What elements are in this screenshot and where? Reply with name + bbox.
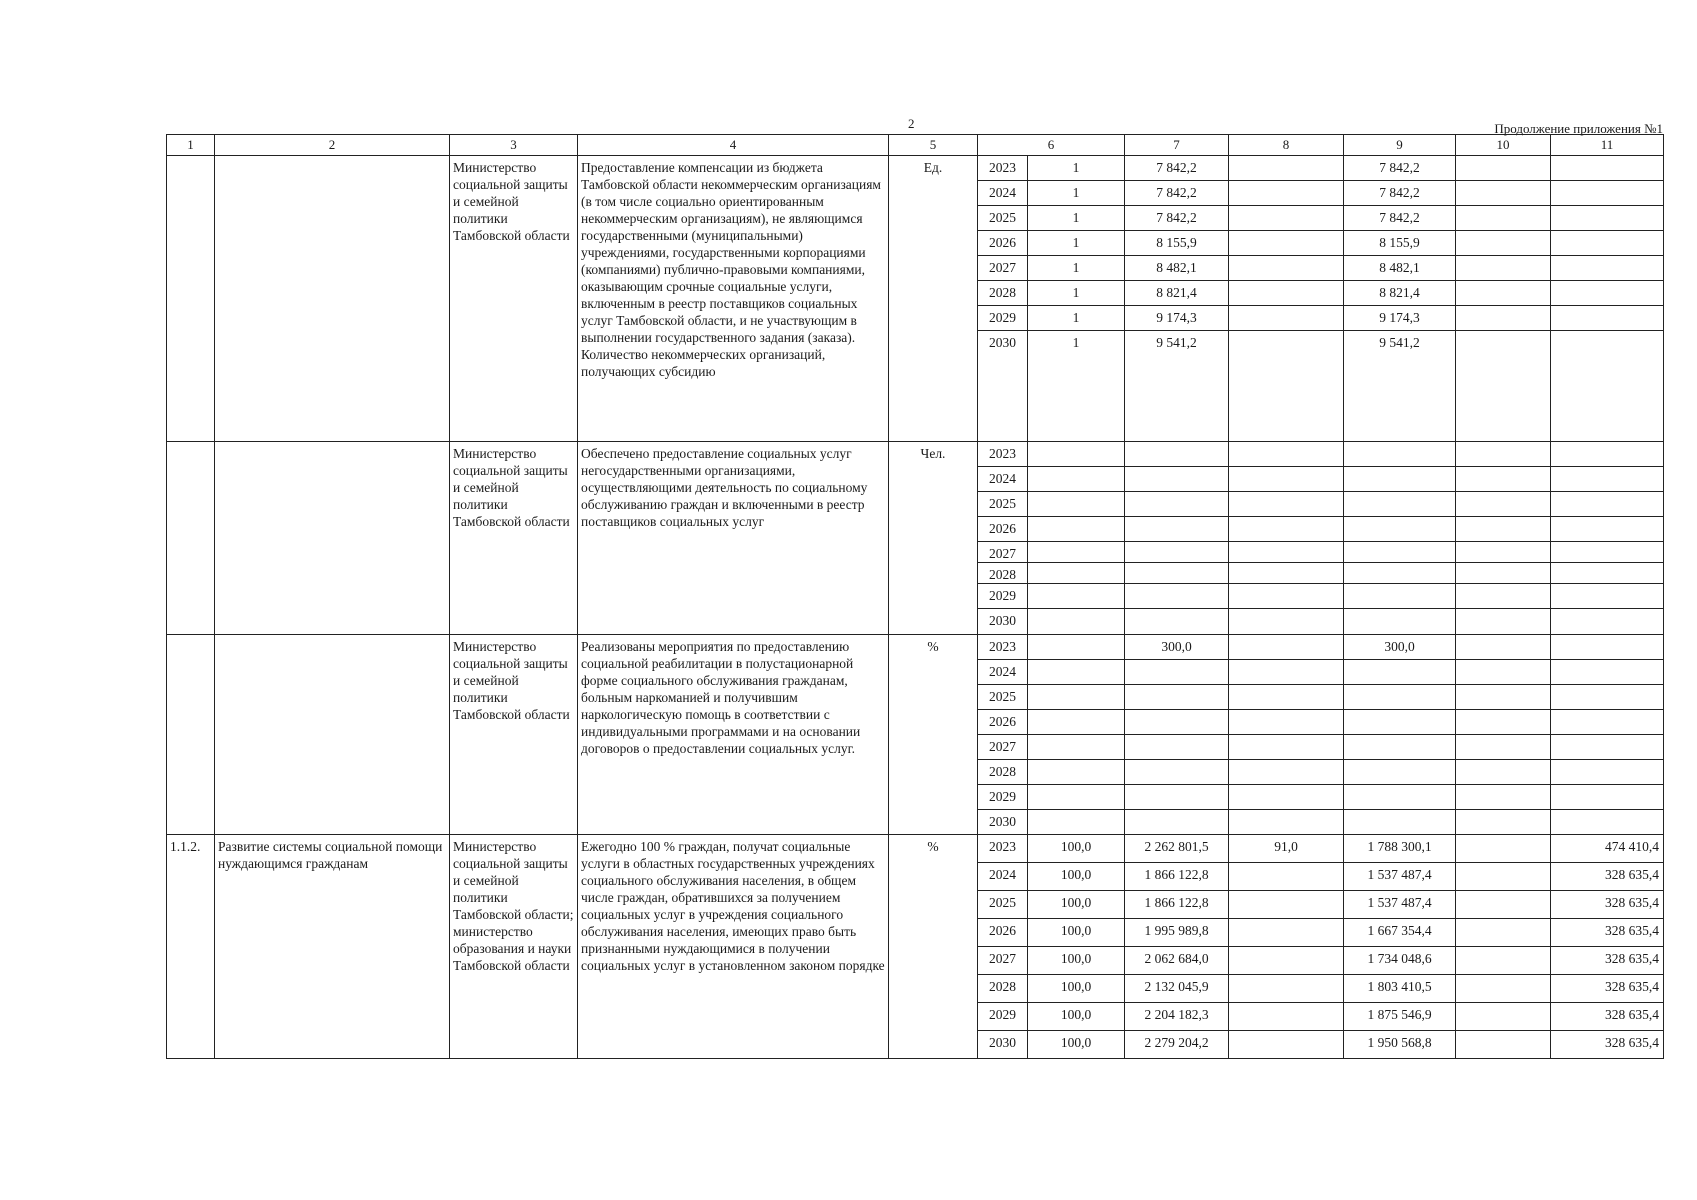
value-federal xyxy=(1229,206,1344,231)
value-regional xyxy=(1344,584,1456,609)
value-indicator xyxy=(1028,563,1125,584)
value-extra xyxy=(1551,785,1664,810)
value-local xyxy=(1456,919,1551,947)
value-federal xyxy=(1229,492,1344,517)
value-total: 9 541,2 xyxy=(1125,331,1229,442)
value-indicator: 100,0 xyxy=(1028,1003,1125,1031)
value-extra: 328 635,4 xyxy=(1551,1003,1664,1031)
value-local xyxy=(1456,442,1551,467)
value-regional xyxy=(1344,760,1456,785)
value-total xyxy=(1125,563,1229,584)
year-cell: 2023 xyxy=(978,635,1028,660)
value-local xyxy=(1456,492,1551,517)
column-header: 11 xyxy=(1551,135,1664,156)
value-regional xyxy=(1344,710,1456,735)
value-local xyxy=(1456,1031,1551,1059)
value-federal xyxy=(1229,863,1344,891)
value-indicator: 1 xyxy=(1028,156,1125,181)
value-total xyxy=(1125,785,1229,810)
value-extra xyxy=(1551,331,1664,442)
value-extra: 328 635,4 xyxy=(1551,919,1664,947)
value-local xyxy=(1456,542,1551,563)
year-cell: 2025 xyxy=(978,206,1028,231)
value-extra xyxy=(1551,735,1664,760)
executor-cell: Министерство социальной защиты и семейной политики Тамбовской области xyxy=(450,635,578,835)
indicator-cell: Ежегодно 100 % граждан, получат социальные услуги в областных государственных учреждениях социального обслуживания населения, в общем числе граждан, обратившихся за получением социальных услуг в учреждения социального обслуживания населения, имеющих право быть признанными нуждающимися в получении социальных услуг в установленном законом порядке xyxy=(578,835,889,1059)
year-cell: 2029 xyxy=(978,306,1028,331)
column-header: 8 xyxy=(1229,135,1344,156)
value-regional xyxy=(1344,467,1456,492)
value-total: 1 995 989,8 xyxy=(1125,919,1229,947)
value-regional: 8 482,1 xyxy=(1344,256,1456,281)
value-local xyxy=(1456,231,1551,256)
value-federal xyxy=(1229,306,1344,331)
value-local xyxy=(1456,181,1551,206)
value-regional: 300,0 xyxy=(1344,635,1456,660)
value-total xyxy=(1125,685,1229,710)
value-regional xyxy=(1344,442,1456,467)
value-local xyxy=(1456,735,1551,760)
value-regional: 1 667 354,4 xyxy=(1344,919,1456,947)
program-table xyxy=(166,134,1664,1059)
unit-cell: Чел. xyxy=(889,442,978,635)
value-federal xyxy=(1229,156,1344,181)
value-indicator xyxy=(1028,660,1125,685)
value-federal xyxy=(1229,563,1344,584)
value-regional: 7 842,2 xyxy=(1344,156,1456,181)
value-indicator: 1 xyxy=(1028,331,1125,442)
value-indicator: 100,0 xyxy=(1028,919,1125,947)
value-federal xyxy=(1229,785,1344,810)
value-federal xyxy=(1229,1003,1344,1031)
executor-cell: Министерство социальной защиты и семейной политики Тамбовской области; министерство образования и науки Тамбовской области xyxy=(450,835,578,1059)
value-extra xyxy=(1551,442,1664,467)
value-total xyxy=(1125,810,1229,835)
value-federal xyxy=(1229,467,1344,492)
value-local xyxy=(1456,517,1551,542)
value-indicator xyxy=(1028,810,1125,835)
indicator-cell: Предоставление компенсации из бюджета Тамбовской области некоммерческим организациям (в том числе социально ориентированным некоммерческим организациям), не являющимся государственными (муниципальными) учреждениями, государственными корпорациями (компаниями) публично-правовыми компаниями, оказывающим срочные социальные услуги, включенным в реестр поставщиков социальных услуг Тамбовской области, и не участвующим в выполнении государственного задания (заказа). Количество некоммерческих организаций, получающих субсидию xyxy=(578,156,889,442)
table-body xyxy=(167,156,1664,1059)
value-extra xyxy=(1551,542,1664,563)
value-regional: 9 174,3 xyxy=(1344,306,1456,331)
value-total xyxy=(1125,710,1229,735)
item-name-cell xyxy=(215,442,450,635)
value-indicator xyxy=(1028,735,1125,760)
value-extra xyxy=(1551,517,1664,542)
page-number: 2 xyxy=(908,116,915,131)
value-regional: 8 821,4 xyxy=(1344,281,1456,306)
value-regional xyxy=(1344,542,1456,563)
year-cell: 2023 xyxy=(978,156,1028,181)
value-regional xyxy=(1344,785,1456,810)
value-extra xyxy=(1551,492,1664,517)
value-regional xyxy=(1344,810,1456,835)
value-regional: 1 734 048,6 xyxy=(1344,947,1456,975)
value-local xyxy=(1456,660,1551,685)
value-total: 2 279 204,2 xyxy=(1125,1031,1229,1059)
value-total: 7 842,2 xyxy=(1125,156,1229,181)
year-cell: 2023 xyxy=(978,835,1028,863)
value-total: 9 174,3 xyxy=(1125,306,1229,331)
value-federal xyxy=(1229,891,1344,919)
value-extra xyxy=(1551,609,1664,635)
value-indicator: 1 xyxy=(1028,306,1125,331)
value-total xyxy=(1125,517,1229,542)
indicator-cell: Реализованы мероприятия по предоставлению социальной реабилитации в полустационарной форме социального обслуживания гражданам, больным наркоманией и получившим наркологическую помощь в соответствии с индивидуальными программами и на основании договоров о предоставлении социальных услуг. xyxy=(578,635,889,835)
value-extra xyxy=(1551,181,1664,206)
executor-cell: Министерство социальной защиты и семейной политики Тамбовской области xyxy=(450,442,578,635)
value-regional xyxy=(1344,660,1456,685)
value-indicator xyxy=(1028,685,1125,710)
value-federal xyxy=(1229,760,1344,785)
value-local xyxy=(1456,760,1551,785)
value-extra xyxy=(1551,156,1664,181)
value-indicator: 100,0 xyxy=(1028,1031,1125,1059)
column-header: 6 xyxy=(978,135,1125,156)
value-federal xyxy=(1229,975,1344,1003)
value-local xyxy=(1456,863,1551,891)
value-total xyxy=(1125,492,1229,517)
item-code-cell xyxy=(167,635,215,835)
value-total xyxy=(1125,542,1229,563)
value-total: 2 204 182,3 xyxy=(1125,1003,1229,1031)
value-extra: 328 635,4 xyxy=(1551,975,1664,1003)
year-cell: 2026 xyxy=(978,517,1028,542)
value-total: 2 132 045,9 xyxy=(1125,975,1229,1003)
value-indicator: 100,0 xyxy=(1028,835,1125,863)
unit-cell: % xyxy=(889,835,978,1059)
value-indicator: 1 xyxy=(1028,256,1125,281)
value-local xyxy=(1456,206,1551,231)
item-name-cell: Развитие системы социальной помощи нуждающимся гражданам xyxy=(215,835,450,1059)
value-federal xyxy=(1229,660,1344,685)
value-federal xyxy=(1229,331,1344,442)
value-regional: 1 788 300,1 xyxy=(1344,835,1456,863)
value-federal xyxy=(1229,281,1344,306)
value-regional: 1 950 568,8 xyxy=(1344,1031,1456,1059)
value-regional: 8 155,9 xyxy=(1344,231,1456,256)
value-indicator xyxy=(1028,467,1125,492)
year-cell: 2030 xyxy=(978,331,1028,442)
year-cell: 2027 xyxy=(978,256,1028,281)
value-federal xyxy=(1229,542,1344,563)
value-total xyxy=(1125,760,1229,785)
year-cell: 2024 xyxy=(978,467,1028,492)
value-federal xyxy=(1229,609,1344,635)
value-extra xyxy=(1551,660,1664,685)
value-federal xyxy=(1229,517,1344,542)
value-indicator xyxy=(1028,635,1125,660)
value-local xyxy=(1456,1003,1551,1031)
year-cell: 2024 xyxy=(978,863,1028,891)
year-cell: 2026 xyxy=(978,710,1028,735)
year-cell: 2024 xyxy=(978,660,1028,685)
value-indicator xyxy=(1028,584,1125,609)
unit-cell: Ед. xyxy=(889,156,978,442)
value-indicator xyxy=(1028,785,1125,810)
value-regional xyxy=(1344,685,1456,710)
value-regional xyxy=(1344,563,1456,584)
value-extra xyxy=(1551,467,1664,492)
value-total: 300,0 xyxy=(1125,635,1229,660)
value-extra: 474 410,4 xyxy=(1551,835,1664,863)
value-federal xyxy=(1229,1031,1344,1059)
year-cell: 2025 xyxy=(978,492,1028,517)
value-regional: 7 842,2 xyxy=(1344,181,1456,206)
year-cell: 2028 xyxy=(978,563,1028,584)
value-federal: 91,0 xyxy=(1229,835,1344,863)
value-local xyxy=(1456,467,1551,492)
column-header: 4 xyxy=(578,135,889,156)
column-header: 2 xyxy=(215,135,450,156)
value-extra xyxy=(1551,635,1664,660)
year-cell: 2029 xyxy=(978,1003,1028,1031)
value-federal xyxy=(1229,181,1344,206)
year-cell: 2030 xyxy=(978,1031,1028,1059)
year-cell: 2027 xyxy=(978,947,1028,975)
value-local xyxy=(1456,563,1551,584)
value-extra: 328 635,4 xyxy=(1551,1031,1664,1059)
value-total xyxy=(1125,660,1229,685)
value-indicator: 1 xyxy=(1028,206,1125,231)
value-extra xyxy=(1551,685,1664,710)
value-indicator: 100,0 xyxy=(1028,891,1125,919)
value-total: 1 866 122,8 xyxy=(1125,863,1229,891)
value-total xyxy=(1125,467,1229,492)
value-federal xyxy=(1229,685,1344,710)
value-indicator xyxy=(1028,442,1125,467)
value-federal xyxy=(1229,710,1344,735)
value-federal xyxy=(1229,947,1344,975)
value-federal xyxy=(1229,735,1344,760)
value-local xyxy=(1456,835,1551,863)
table-row xyxy=(167,835,1664,863)
value-total xyxy=(1125,442,1229,467)
value-extra xyxy=(1551,760,1664,785)
value-regional xyxy=(1344,517,1456,542)
value-local xyxy=(1456,331,1551,442)
value-indicator: 100,0 xyxy=(1028,975,1125,1003)
year-cell: 2023 xyxy=(978,442,1028,467)
value-total xyxy=(1125,584,1229,609)
executor-cell: Министерство социальной защиты и семейной политики Тамбовской области xyxy=(450,156,578,442)
value-local xyxy=(1456,710,1551,735)
value-federal xyxy=(1229,256,1344,281)
value-local xyxy=(1456,947,1551,975)
value-extra xyxy=(1551,281,1664,306)
value-federal xyxy=(1229,635,1344,660)
year-cell: 2028 xyxy=(978,975,1028,1003)
year-cell: 2025 xyxy=(978,685,1028,710)
column-number-row xyxy=(167,135,1664,156)
value-federal xyxy=(1229,442,1344,467)
value-total: 2 262 801,5 xyxy=(1125,835,1229,863)
value-total xyxy=(1125,735,1229,760)
value-extra: 328 635,4 xyxy=(1551,891,1664,919)
value-indicator xyxy=(1028,542,1125,563)
value-indicator: 1 xyxy=(1028,231,1125,256)
value-regional: 1 537 487,4 xyxy=(1344,891,1456,919)
value-regional xyxy=(1344,735,1456,760)
value-regional: 9 541,2 xyxy=(1344,331,1456,442)
value-local xyxy=(1456,256,1551,281)
value-extra xyxy=(1551,710,1664,735)
column-header: 7 xyxy=(1125,135,1229,156)
column-header: 10 xyxy=(1456,135,1551,156)
year-cell: 2024 xyxy=(978,181,1028,206)
value-extra xyxy=(1551,810,1664,835)
value-local xyxy=(1456,891,1551,919)
value-extra xyxy=(1551,256,1664,281)
value-local xyxy=(1456,685,1551,710)
year-cell: 2028 xyxy=(978,760,1028,785)
table-row xyxy=(167,635,1664,660)
value-extra xyxy=(1551,584,1664,609)
value-indicator xyxy=(1028,710,1125,735)
value-total: 8 482,1 xyxy=(1125,256,1229,281)
value-federal xyxy=(1229,231,1344,256)
column-header: 9 xyxy=(1344,135,1456,156)
value-regional xyxy=(1344,492,1456,517)
year-cell: 2027 xyxy=(978,735,1028,760)
value-total: 8 821,4 xyxy=(1125,281,1229,306)
value-indicator: 1 xyxy=(1028,281,1125,306)
year-cell: 2029 xyxy=(978,785,1028,810)
year-cell: 2026 xyxy=(978,919,1028,947)
value-regional: 7 842,2 xyxy=(1344,206,1456,231)
value-extra: 328 635,4 xyxy=(1551,863,1664,891)
indicator-cell: Обеспечено предоставление социальных услуг негосударственными организациями, осуществляющими деятельность по социальному обслуживанию граждан и включенными в реестр поставщиков социальных услуг xyxy=(578,442,889,635)
year-cell: 2030 xyxy=(978,810,1028,835)
year-cell: 2025 xyxy=(978,891,1028,919)
value-local xyxy=(1456,306,1551,331)
value-indicator: 100,0 xyxy=(1028,947,1125,975)
value-regional: 1 803 410,5 xyxy=(1344,975,1456,1003)
column-header: 5 xyxy=(889,135,978,156)
value-extra xyxy=(1551,306,1664,331)
item-name-cell xyxy=(215,156,450,442)
year-cell: 2029 xyxy=(978,584,1028,609)
value-extra xyxy=(1551,231,1664,256)
value-federal xyxy=(1229,919,1344,947)
year-cell: 2028 xyxy=(978,281,1028,306)
value-indicator xyxy=(1028,760,1125,785)
value-local xyxy=(1456,635,1551,660)
value-total: 1 866 122,8 xyxy=(1125,891,1229,919)
unit-cell: % xyxy=(889,635,978,835)
column-header: 1 xyxy=(167,135,215,156)
value-federal xyxy=(1229,584,1344,609)
value-indicator xyxy=(1028,609,1125,635)
value-local xyxy=(1456,609,1551,635)
value-local xyxy=(1456,785,1551,810)
value-total: 7 842,2 xyxy=(1125,206,1229,231)
value-local xyxy=(1456,156,1551,181)
value-regional xyxy=(1344,609,1456,635)
value-local xyxy=(1456,810,1551,835)
item-code-cell xyxy=(167,156,215,442)
value-federal xyxy=(1229,810,1344,835)
item-name-cell xyxy=(215,635,450,835)
table-row xyxy=(167,156,1664,181)
value-extra: 328 635,4 xyxy=(1551,947,1664,975)
value-regional: 1 537 487,4 xyxy=(1344,863,1456,891)
year-cell: 2030 xyxy=(978,609,1028,635)
year-cell: 2027 xyxy=(978,542,1028,563)
value-local xyxy=(1456,584,1551,609)
continuation-label: Продолжение приложения №1 xyxy=(1494,121,1663,136)
value-total: 2 062 684,0 xyxy=(1125,947,1229,975)
value-indicator xyxy=(1028,492,1125,517)
value-indicator: 1 xyxy=(1028,181,1125,206)
value-local xyxy=(1456,975,1551,1003)
year-cell: 2026 xyxy=(978,231,1028,256)
value-indicator: 100,0 xyxy=(1028,863,1125,891)
value-total: 8 155,9 xyxy=(1125,231,1229,256)
value-indicator xyxy=(1028,517,1125,542)
value-extra xyxy=(1551,206,1664,231)
item-code-cell xyxy=(167,442,215,635)
item-code-cell: 1.1.2. xyxy=(167,835,215,1059)
value-extra xyxy=(1551,563,1664,584)
value-local xyxy=(1456,281,1551,306)
value-total: 7 842,2 xyxy=(1125,181,1229,206)
table-row xyxy=(167,442,1664,467)
value-regional: 1 875 546,9 xyxy=(1344,1003,1456,1031)
value-total xyxy=(1125,609,1229,635)
column-header: 3 xyxy=(450,135,578,156)
